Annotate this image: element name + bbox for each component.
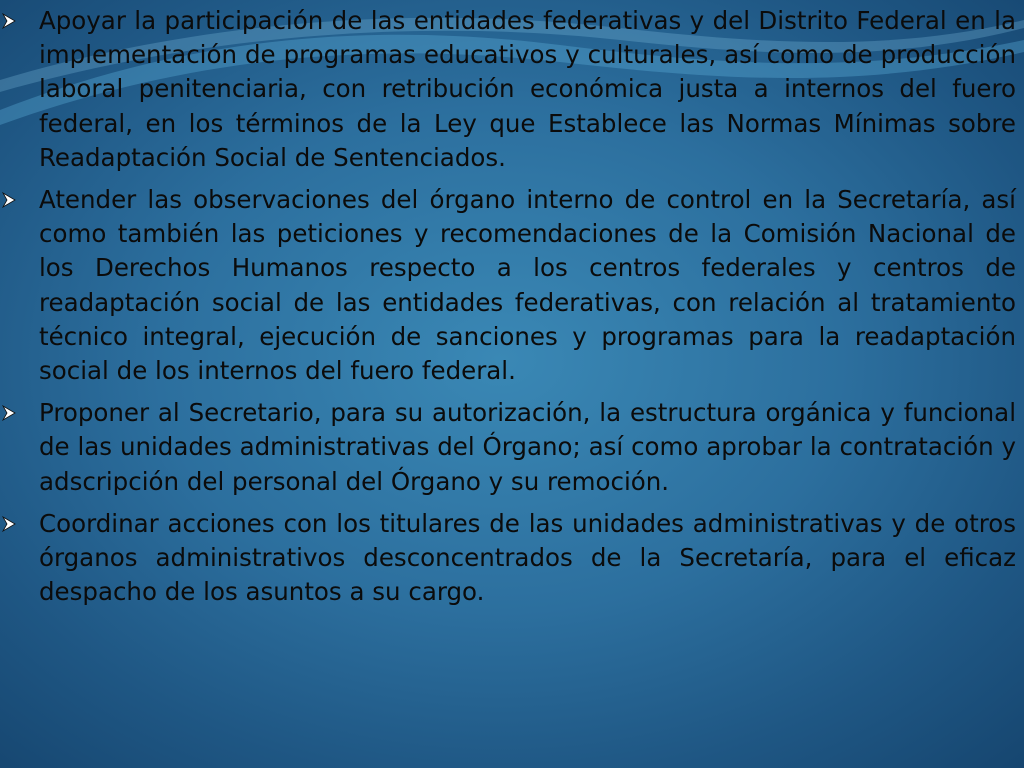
bullet-text: Coordinar acciones con los titulares de las unidades administrativas y de otros órganos administrativos desconcentrados de la Secretaría, para el eficaz despacho de los asuntos a su cargo. — [39, 508, 1016, 607]
arrow-bullet-icon — [1, 405, 17, 421]
arrow-bullet-icon — [1, 13, 17, 29]
bullet-text: Proponer al Secretario, para su autorización, la estructura orgánica y funcional de las unidades administrativas del Órgano; así como aprobar la contratación y adscripción del personal del Órgano y su remoción. — [39, 398, 1016, 496]
bullet-item — [0, 396, 1024, 499]
bullet-text: Apoyar la participación de las entidades federativas y del Distrito Federal en la implementación de programas educativos y culturales, así como de producción laboral penitenciaria, con retribución económica justa a internos del fuero federal, en los términos de la Ley que Establece las Normas Mínimas sobre Readaptación Social de Sentenciados. — [39, 6, 1016, 172]
arrow-bullet-icon — [1, 516, 17, 532]
bullet-list — [0, 4, 1024, 617]
bullet-item — [0, 183, 1024, 388]
arrow-bullet-icon — [1, 192, 17, 208]
bullet-item — [0, 507, 1024, 610]
bullet-text: Atender las observaciones del órgano interno de control en la Secretaría, así como también las peticiones y recomendaciones de la Comisión Nacional de los Derechos Humanos respecto a los centros federales y centros de readaptación social de las entidades federativas, con relación al tratamiento técnico integral, ejecución de sanciones y programas para la readaptación social de los internos del fuero federal. — [39, 185, 1016, 386]
bullet-item — [0, 4, 1024, 175]
